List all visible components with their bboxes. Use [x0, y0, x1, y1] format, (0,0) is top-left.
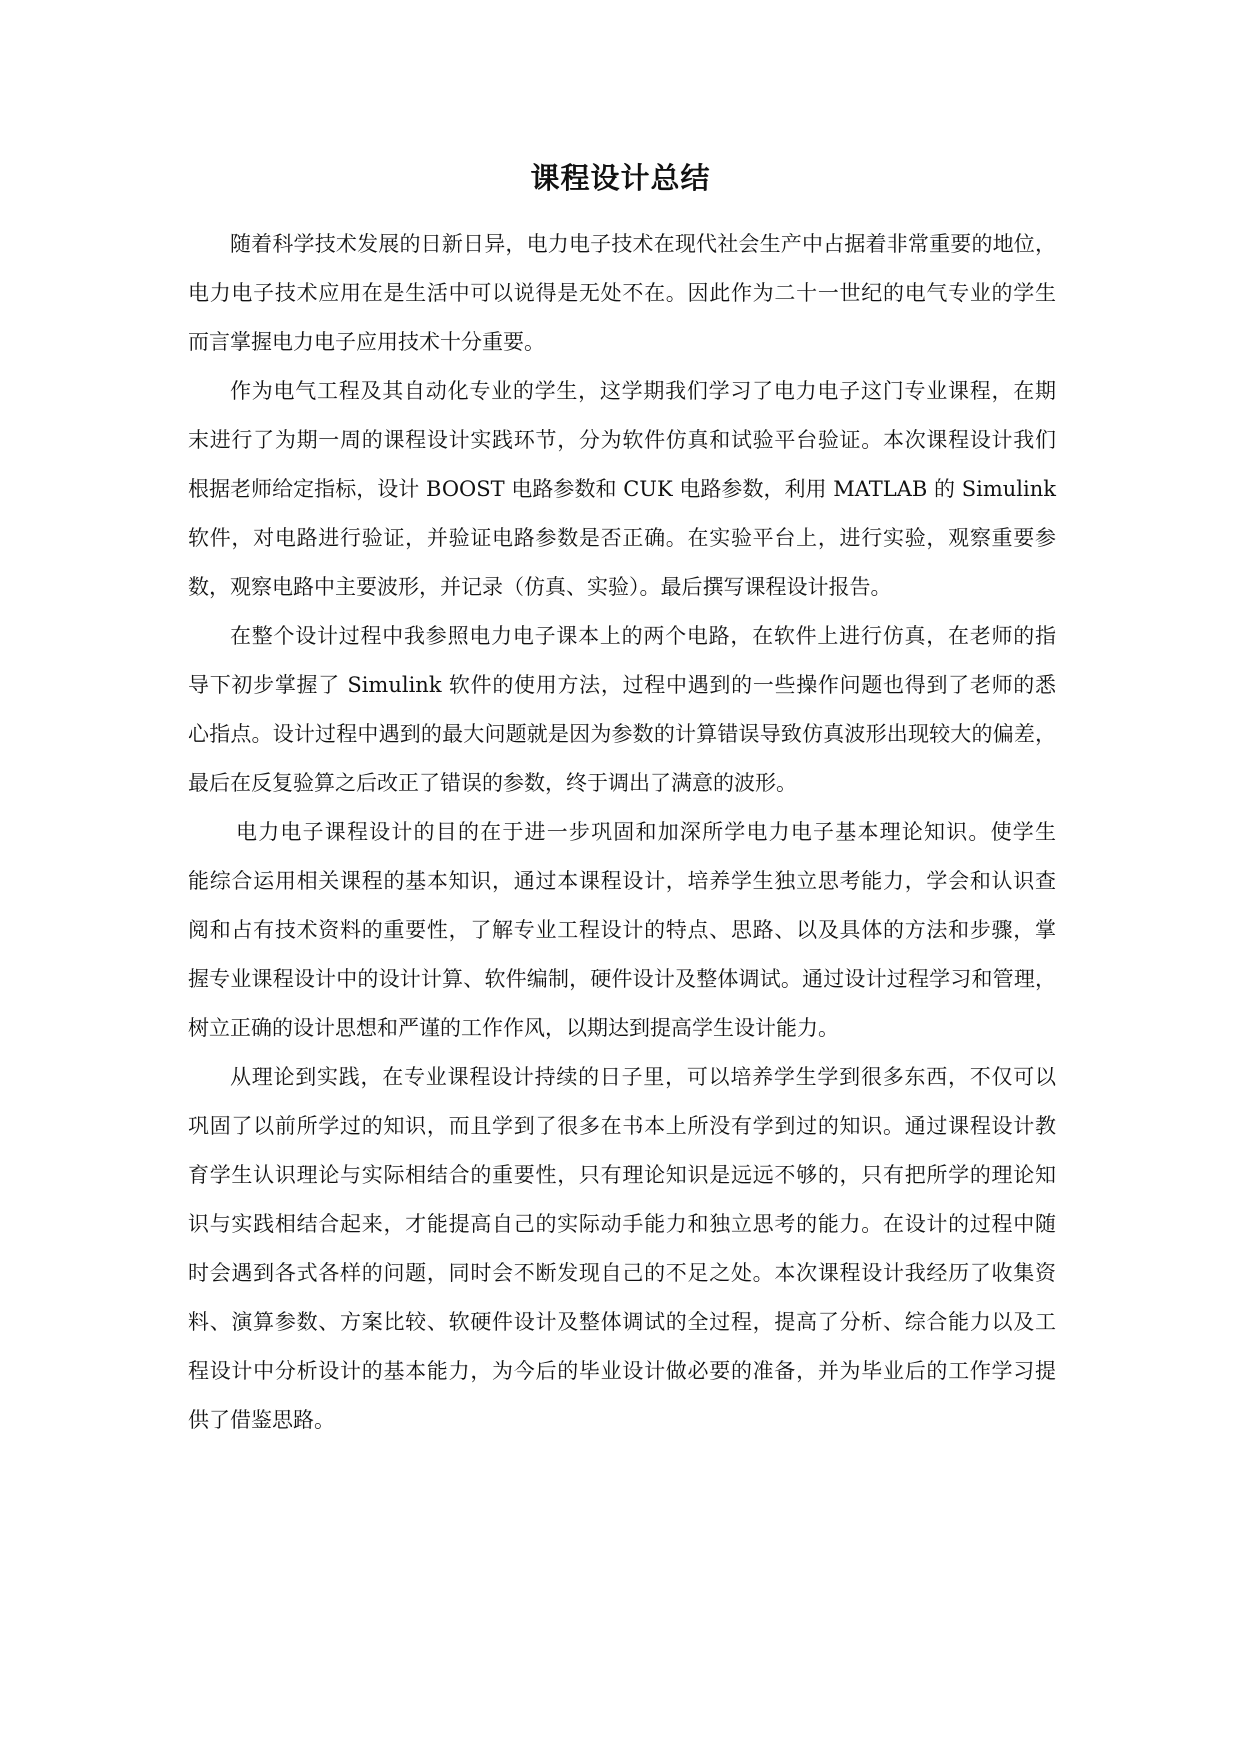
text-line: 从理论到实践，在专业课程设计持续的日子里，可以培养学生学到很多东西，不仅可以	[230, 1065, 1056, 1089]
text-line: 末进行了为期一周的课程设计实践环节，分为软件仿真和试验平台验证。本次课程设计我们	[188, 428, 1056, 452]
page-title: 课程设计总结	[530, 161, 711, 195]
text-line: 育学生认识理论与实际相结合的重要性，只有理论知识是远远不够的，只有把所学的理论知	[188, 1163, 1056, 1187]
text-line: 握专业课程设计中的设计计算、软件编制，硬件设计及整体调试。通过设计过程学习和管理，	[188, 967, 1056, 991]
text-line: 心指点。设计过程中遇到的最大问题就是因为参数的计算错误导致仿真波形出现较大的偏差，	[188, 722, 1056, 746]
text-line: 树立正确的设计思想和严谨的工作作风，以期达到提高学生设计能力。	[188, 1016, 839, 1040]
text-line: 阅和占有技术资料的重要性，了解专业工程设计的特点、思路、以及具体的方法和步骤，掌	[188, 918, 1056, 942]
paragraph-5	[188, 1053, 1056, 1445]
paragraph-4	[188, 808, 1056, 1053]
text-line: 最后在反复验算之后改正了错误的参数，终于调出了满意的波形。	[188, 771, 797, 795]
text-line: 在整个设计过程中我参照电力电子课本上的两个电路，在软件上进行仿真，在老师的指	[230, 624, 1056, 648]
text-line: 电力电子课程设计的目的在于进一步巩固和加深所学电力电子基本理论知识。使学生	[236, 820, 1056, 844]
text-line: 巩固了以前所学过的知识，而且学到了很多在书本上所没有学到过的知识。通过课程设计教	[188, 1114, 1056, 1138]
text-line: 随着科学技术发展的日新日异，电力电子技术在现代社会生产中占据着非常重要的地位，	[230, 232, 1056, 256]
paragraph-2	[188, 367, 1056, 612]
text-line: 料、演算参数、方案比较、软硬件设计及整体调试的全过程，提高了分析、综合能力以及工	[188, 1310, 1056, 1334]
text-line: 作为电气工程及其自动化专业的学生，这学期我们学习了电力电子这门专业课程，在期	[230, 379, 1056, 403]
text-line: 数，观察电路中主要波形，并记录（仿真、实验）。最后撰写课程设计报告。	[188, 575, 892, 599]
paragraph-1	[188, 220, 1056, 367]
paragraph-3	[188, 612, 1056, 808]
text-line: 时会遇到各式各样的问题，同时会不断发现自己的不足之处。本次课程设计我经历了收集资	[188, 1261, 1056, 1285]
text-line: 软件，对电路进行验证，并验证电路参数是否正确。在实验平台上，进行实验，观察重要参	[188, 526, 1056, 550]
text-line: 程设计中分析设计的基本能力，为今后的毕业设计做必要的准备，并为毕业后的工作学习提	[188, 1359, 1056, 1383]
text-line: 供了借鉴思路。	[188, 1408, 335, 1432]
text-line: 而言掌握电力电子应用技术十分重要。	[188, 330, 545, 354]
document-body	[188, 220, 1056, 1445]
text-line: 能综合运用相关课程的基本知识，通过本课程设计，培养学生独立思考能力，学会和认识查	[188, 869, 1056, 893]
text-line: 根据老师给定指标，设计 BOOST 电路参数和 CUK 电路参数，利用 MATLAB 的 Simulink	[188, 477, 1056, 501]
text-line: 导下初步掌握了 Simulink 软件的使用方法，过程中遇到的一些操作问题也得到了老师的悉	[188, 673, 1056, 697]
text-line: 电力电子技术应用在是生活中可以说得是无处不在。因此作为二十一世纪的电气专业的学生	[188, 281, 1056, 305]
text-line: 识与实践相结合起来，才能提高自己的实际动手能力和独立思考的能力。在设计的过程中随	[188, 1212, 1056, 1236]
